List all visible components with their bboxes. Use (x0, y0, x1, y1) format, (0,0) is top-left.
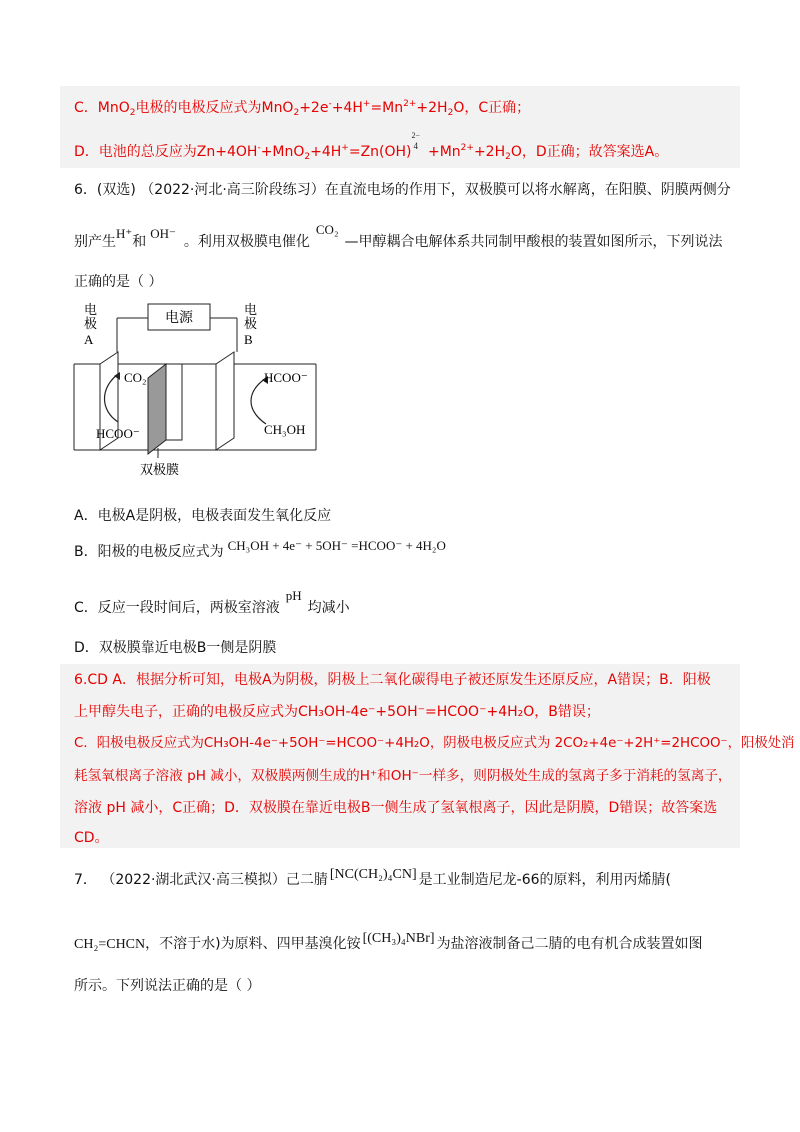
formula-oh-minus: OH⁻ (150, 226, 176, 241)
fraction (411, 131, 424, 158)
q6-answer-l1: 6.CD A．根据分析可知，电极A为阴极，阴极上二氧化碳得电子被还原发生还原反应，A错误；B．阳极 (74, 672, 711, 688)
text: 2 (447, 108, 454, 118)
text: 2+ (403, 99, 417, 109)
text: =Zn(OH) (348, 144, 412, 160)
q6-answer-l2: 上甲醇失电子，正确的电极反应式为CH₃OH-4e⁻+5OH⁻=HCOO⁻+4H₂O，B错误； (74, 704, 600, 720)
bipolar-membrane (148, 364, 166, 454)
electrolysis-diagram (70, 298, 330, 478)
text: + (362, 99, 371, 109)
text: 2 (505, 152, 511, 162)
formula-tetramethylammonium-bromide: [(CH₃)₄NBr] (362, 931, 435, 946)
text: +2H (416, 100, 448, 116)
text: 2 (293, 108, 300, 118)
formula-adiponitrile: [NC(CH₂)₄CN] (329, 867, 417, 882)
text: +Mn (423, 144, 461, 160)
text: O，C正确； (453, 100, 531, 116)
text: +4H (310, 144, 342, 160)
electrode-b-plate (216, 352, 234, 450)
label-hcoo-right: HCOO⁻ (264, 370, 308, 385)
label-hcoo-left: HCOO⁻ (96, 426, 140, 441)
q6-line2 (74, 222, 723, 252)
q6-answer-l6: CD。 (74, 830, 109, 846)
text: 是工业制造尼龙-66的原料，利用丙烯腈( (418, 872, 671, 888)
text: —甲醇耦合电解体系共同制甲酸根的装置如图所示，下列说法 (344, 234, 723, 250)
option-a: A．电极A是阴极，电极表面发生氧化反应 (74, 508, 332, 524)
text: +4H (331, 100, 363, 116)
electrode-b-label-2: 极 (244, 316, 258, 331)
formula-h-plus: H⁺ (116, 226, 133, 241)
fraction-bottom: 4 (413, 141, 419, 151)
electrode-b-label-3: B (244, 332, 253, 347)
q6-line1: 6．(双选) （2022·河北·高三阶段练习）在直流电场的作用下，双极膜可以将水解离，在阳膜、阴膜两侧分 (74, 182, 731, 198)
text: =Mn (370, 100, 404, 116)
q6-line3: 正确的是（ ） (74, 274, 163, 290)
power-label: 电源 (165, 311, 193, 326)
electrode-b-label-1: 电 (244, 302, 258, 317)
text: +MnO (260, 144, 305, 160)
option-d: D．双极膜靠近电极B一侧是阴膜 (74, 640, 277, 656)
text: - (328, 99, 332, 109)
text: O，D正确；故答案选A。 (510, 144, 669, 160)
text: ，不溶于水)为原料、四甲基溴化铵 (145, 936, 361, 952)
formula-ph: pH (285, 588, 302, 603)
q6-answer-box (60, 664, 740, 848)
fraction-top: 2− (411, 131, 421, 140)
text: C．MnO (74, 100, 130, 116)
q6-answer-l5: 溶液 pH 减小，C正确；D．双极膜在靠近电极B一侧生成了氢氧根离子，因此是阴膜，D错误；故答案选 (74, 800, 718, 816)
text: 别产生 (74, 234, 116, 250)
text: B．阳极的电极反应式为 (74, 544, 224, 560)
electrode-a-label-2: 极 (84, 316, 98, 331)
q7-line1 (74, 867, 671, 891)
text: 。利用双极膜电催化 (183, 234, 310, 250)
formula-co2: CO₂ (315, 222, 339, 237)
text: 2 (304, 152, 311, 162)
formula-anode: CH₃OH + 4e⁻ + 5OH⁻ =HCOO⁻ + 4H₂O (227, 538, 446, 553)
electrode-a-label-1: 电 (84, 302, 98, 317)
formula-acrylonitrile: CH₂=CHCN (74, 937, 146, 952)
text: 均减小 (307, 600, 350, 616)
q7-line2 (74, 931, 703, 955)
text: 2+ (460, 143, 474, 153)
text: 2 (129, 108, 136, 118)
label-co2: CO₂ (124, 370, 147, 385)
text: 为盐溶液制备己二腈的电有机合成装置如图 (436, 936, 703, 952)
q6-answer-l4: 耗氢氧根离子溶液 pH 减小，双极膜两侧生成的H⁺和OH⁻一样多，则阴极处生成的氢离子多于消耗的氢离子， (74, 768, 732, 784)
q6-answer-l3: C．阳极电极反应式为CH₃OH-4e⁻+5OH⁻=HCOO⁻+4H₂O，阴极电极反应式为 2CO₂+4e⁻+2H⁺=2HCOO⁻，阳极处消 (74, 736, 795, 751)
text: D．电池的总反应为Zn+4OH (74, 144, 258, 160)
text: 7． （2022·湖北武汉·高三模拟）己二腈 (74, 872, 328, 888)
text: +2e (299, 100, 329, 116)
text: + (341, 143, 349, 153)
electrode-a-label-3: A (84, 332, 94, 347)
top-answer-line-d (74, 131, 669, 167)
text: 和 (132, 234, 147, 250)
option-c (74, 588, 350, 618)
text: - (257, 143, 261, 153)
membrane-label: 双极膜 (140, 462, 180, 477)
text: +2H (473, 144, 506, 160)
option-b (74, 538, 446, 562)
text: C．反应一段时间后，两极室溶液 (74, 600, 280, 616)
label-ch3oh: CH₃OH (264, 422, 306, 437)
q7-line3: 所示。下列说法正确的是（ ） (74, 978, 261, 994)
top-answer-line-c (74, 94, 530, 123)
text: 电极的电极反应式为MnO (135, 100, 294, 116)
membrane-side (166, 364, 182, 440)
